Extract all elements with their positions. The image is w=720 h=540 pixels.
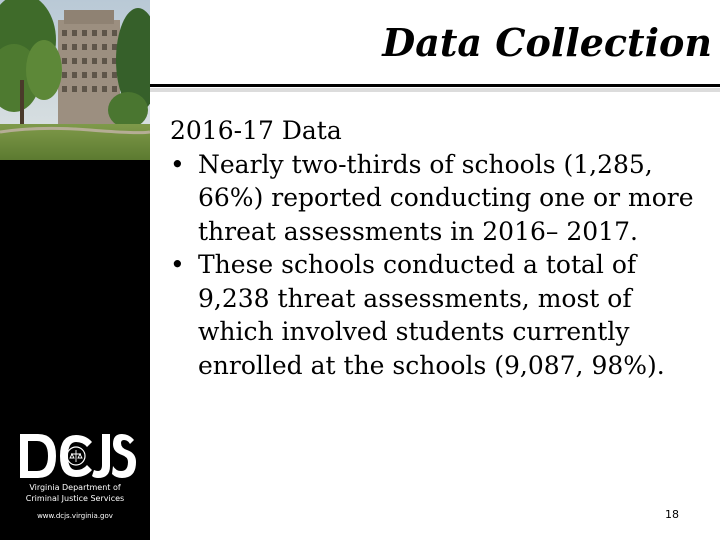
title-bar: [150, 0, 720, 84]
title-divider: [150, 84, 720, 87]
bullet-text: Nearly two-thirds of schools (1,285, 66%) reported conducting one or more threat assessments in 2016– 2017.: [198, 149, 694, 246]
building-photo: [0, 0, 150, 160]
bullet-icon: •: [170, 250, 185, 279]
slide-title: Data Collection: [382, 20, 712, 65]
bullet-item: [170, 148, 710, 249]
slide-body: [170, 114, 710, 382]
dcjs-logo: [18, 428, 136, 484]
title-divider-shadow: [150, 88, 720, 92]
left-sidebar: [0, 0, 150, 540]
bullet-icon: •: [170, 149, 185, 179]
page-number: 18: [665, 508, 679, 521]
agency-name-line-2: Criminal Justice Services: [25, 494, 125, 503]
agency-url[interactable]: www.dcjs.virginia.gov: [37, 512, 113, 520]
bullet-text: These schools conducted a total of 9,238 threat assessments, most of which involved students currently enrolled at the schools (9,087, 98%).: [198, 250, 665, 380]
agency-name-line-1: Virginia Department of: [29, 483, 121, 492]
bullet-list: [170, 148, 710, 383]
bullet-item: [170, 248, 710, 382]
section-heading: 2016-17 Data: [170, 116, 342, 145]
